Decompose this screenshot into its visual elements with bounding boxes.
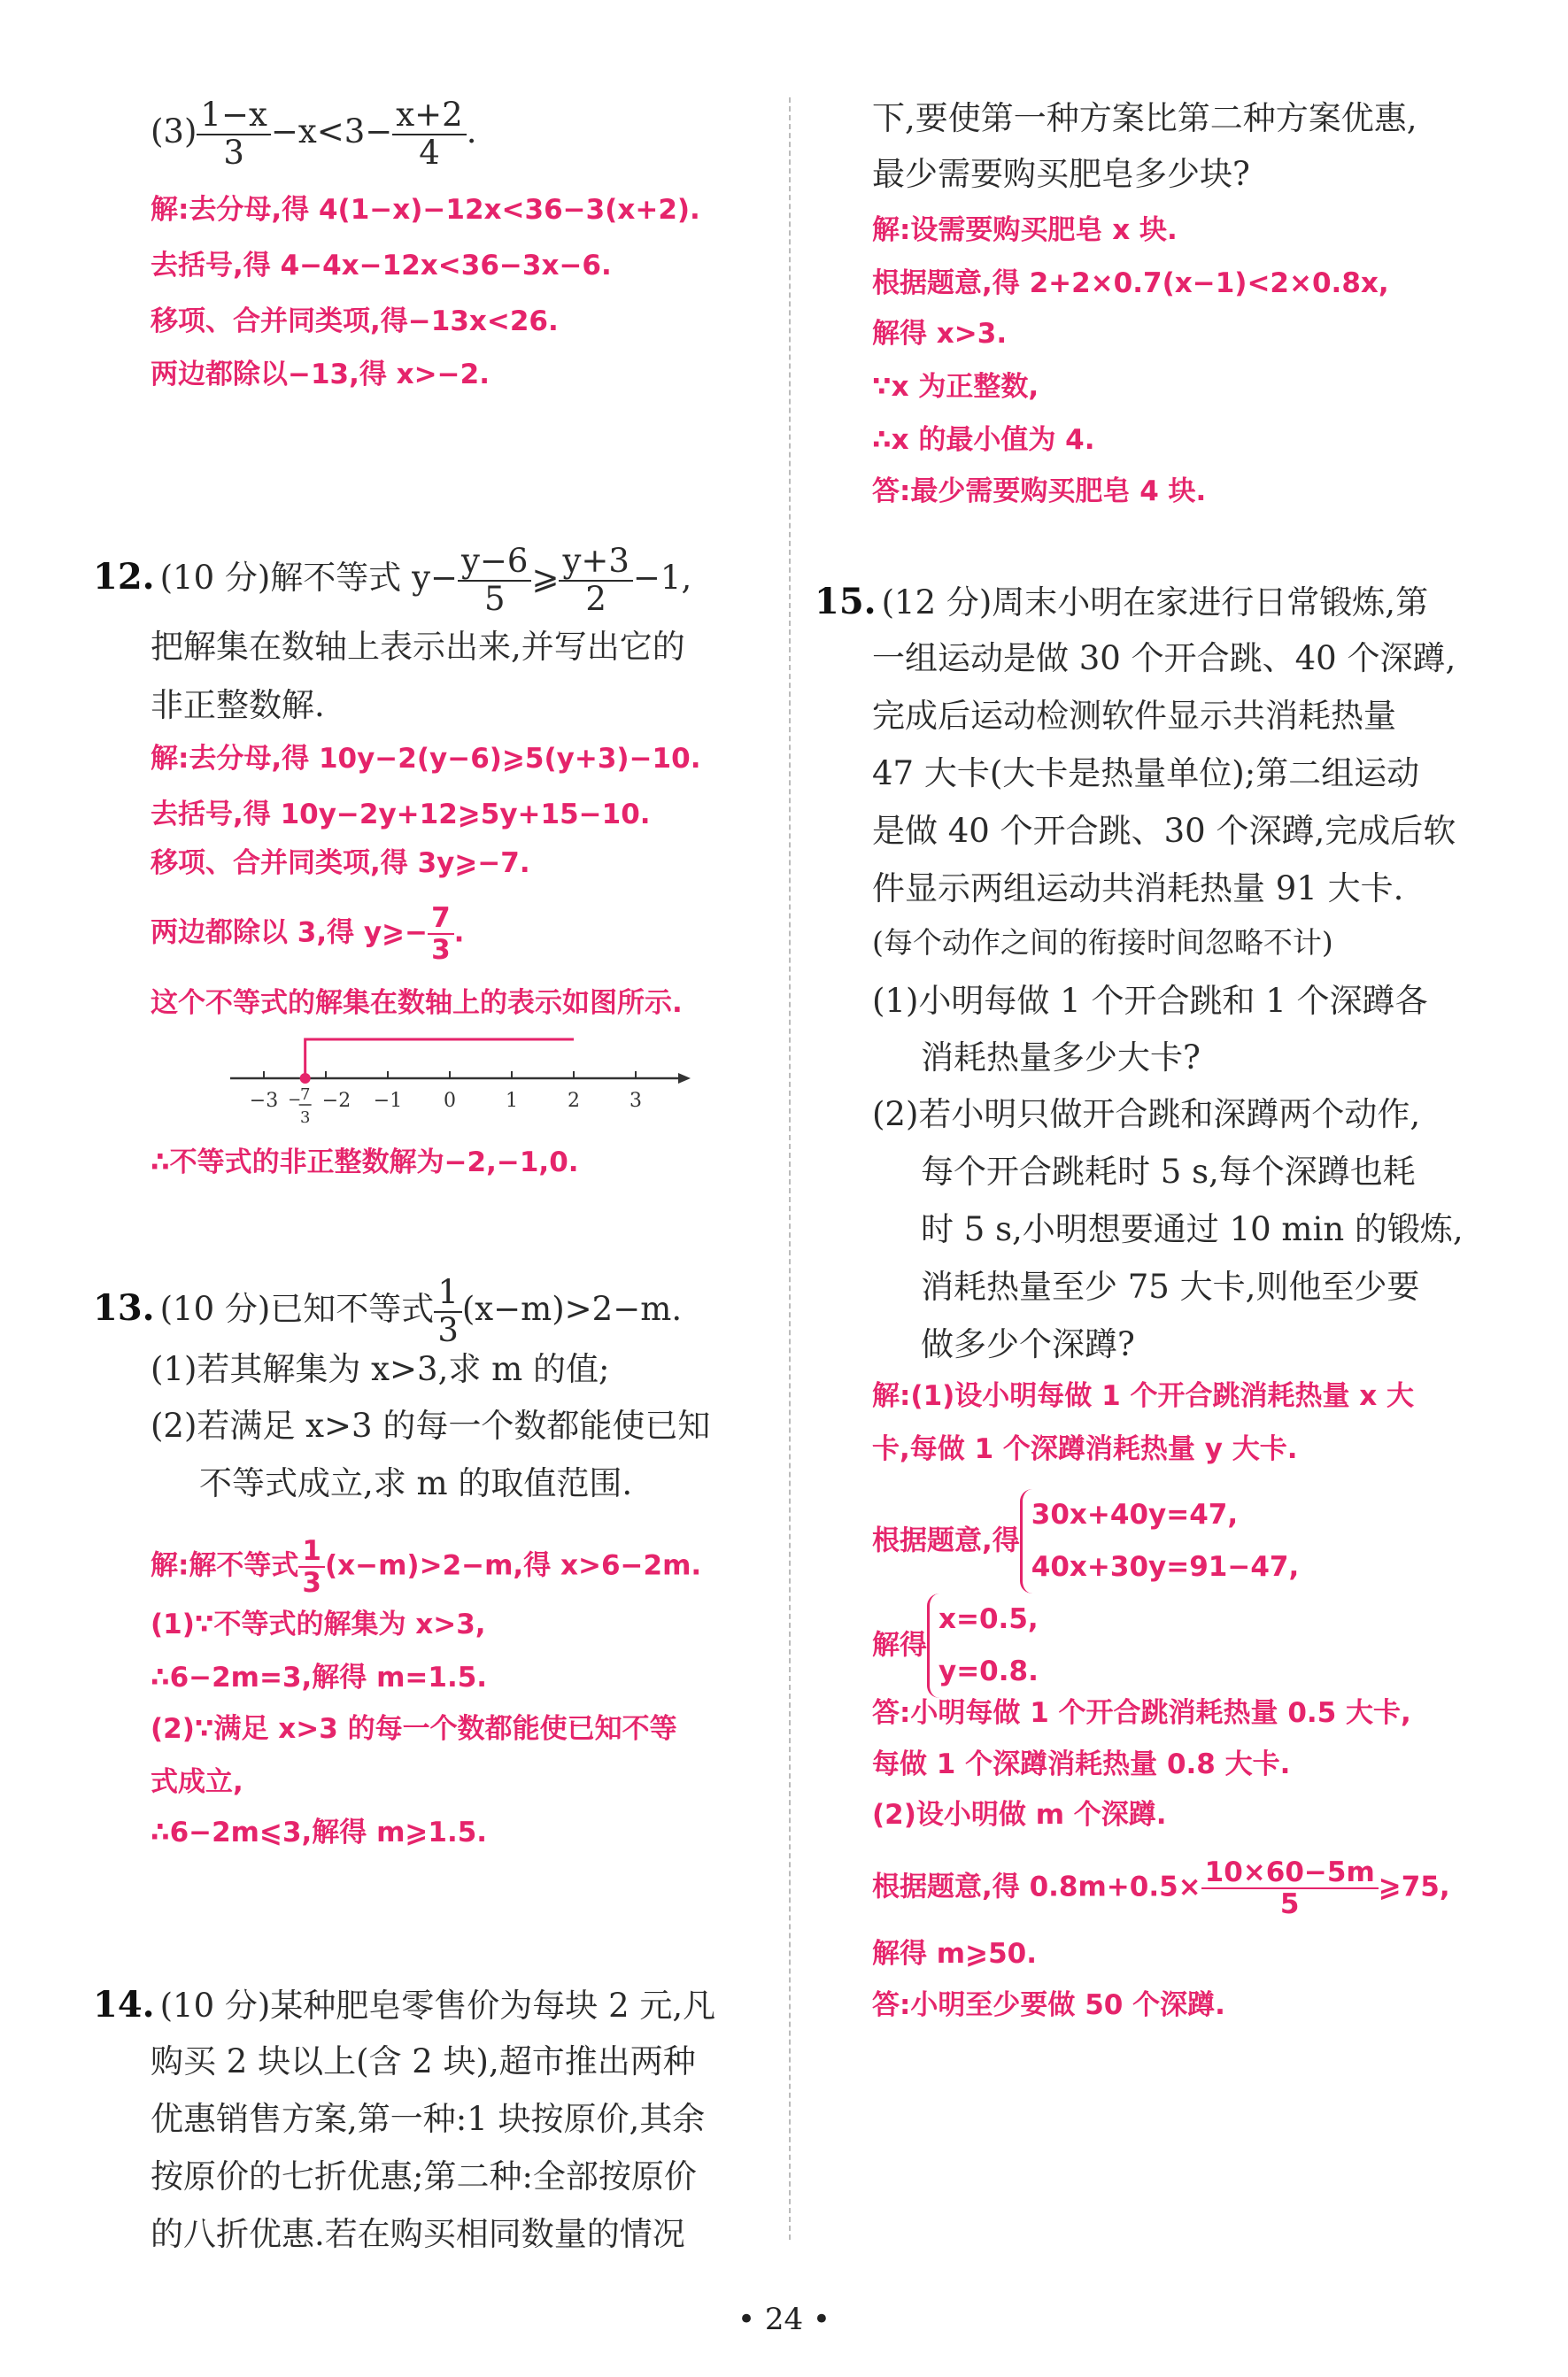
q11-answer-line: 两边都除以−13,得 x>−2. — [151, 359, 490, 390]
q13-stem-line3: (2)若满足 x>3 的每一个数都能使已知 — [151, 1407, 711, 1445]
q15-answer-line: (2)设小明做 m 个深蹲. — [872, 1799, 1167, 1831]
q13-answer-line: (2)∵满足 x>3 的每一个数都能使已知不等 — [151, 1713, 677, 1745]
q14-answer-line: ∵x 为正整数, — [872, 371, 1039, 403]
q15-answer-line: 解得 m⩾50. — [872, 1938, 1037, 1970]
solution-set-marker — [288, 1039, 574, 1127]
q15-stem-line: 时 5 s,小明想要通过 10 min 的锻炼, — [921, 1210, 1464, 1248]
q15-stem-line: (每个动作之间的衔接时间忽略不计) — [872, 925, 1333, 960]
tick-label: −3 — [249, 1090, 279, 1112]
q15-stem-line: 完成后运动检测软件显示共消耗热量 — [872, 697, 1396, 735]
question-number: 12. — [93, 556, 155, 598]
q14-answer-line: 解得 x>3. — [872, 318, 1008, 350]
q11-answer-line: 解:去分母,得 4(1−x)−12x<36−3(x+2). — [151, 194, 700, 226]
q15-stem-line: (2)若小明只做开合跳和深蹲两个动作, — [872, 1095, 1421, 1133]
q12-stem-line3: 非正整数解. — [151, 686, 325, 724]
q15-answer-line: 根据题意,得 0.8m+0.5× $\frac{10\times 60-5m}{5}$ ⩾75, — [872, 1856, 1450, 1921]
question-number: 13. — [93, 1287, 155, 1330]
q15-answer-line: 答:小明至少要做 50 个深蹲. — [872, 1989, 1225, 2021]
number-line — [212, 1027, 708, 1133]
q15-stem-line: 每个开合跳耗时 5 s,每个深蹲也耗 — [921, 1153, 1416, 1191]
q14-stem-line: 购买 2 块以上(含 2 块),超市推出两种 — [151, 2042, 696, 2080]
q12-answer-line: ∴不等式的非正整数解为−2,−1,0. — [151, 1146, 579, 1178]
q14-stem-line: 按原价的七折优惠;第二种:全部按原价 — [151, 2157, 697, 2196]
q12-stem-line2: 把解集在数轴上表示出来,并写出它的 — [151, 628, 685, 666]
marker-sign: − — [288, 1091, 302, 1109]
question-number: 14. — [93, 1984, 155, 2026]
tick-label: −1 — [373, 1090, 403, 1112]
marker-numerator: 7 — [299, 1085, 311, 1104]
q12-answer-line: 去括号,得 10y−2y+12⩾5y+15−10. — [151, 799, 651, 830]
q15-answer-line: 解:(1)设小明每做 1 个开合跳消耗热量 x 大 — [872, 1380, 1415, 1412]
q14-answer-line: ∴x 的最小值为 4. — [872, 424, 1095, 456]
q13-answer-line: ∴6−2m=3,解得 m=1.5. — [151, 1662, 488, 1694]
q15-answer-line: 答:小明每做 1 个开合跳消耗热量 0.5 大卡, — [872, 1697, 1411, 1729]
q15-stem-line: 一组运动是做 30 个开合跳、40 个深蹲, — [872, 639, 1456, 677]
solid-endpoint — [300, 1073, 311, 1084]
q11-answer-line: 去括号,得 4−4x−12x<36−3x−6. — [151, 250, 612, 282]
tick-label: 0 — [444, 1090, 456, 1112]
q12-answer-line: 两边都除以 3,得 y⩾− $\frac{7}{3}$ . — [151, 902, 465, 967]
number-line-arrow — [678, 1073, 691, 1084]
q15-answer-line: 解得 x=0.5, y=0.8. — [872, 1594, 1039, 1698]
q12-stem-line1: 12. (10 分)解不等式 y− $\frac{y-6}{5}$ ⩾ $\frac{y+3}{2}$ −1, — [93, 542, 692, 618]
q12-answer-line: 解:去分母,得 10y−2(y−6)⩾5(y+3)−10. — [151, 743, 701, 775]
q15-answer-line: 根据题意,得 30x+40y=47, 40x+30y=91−47, — [872, 1489, 1299, 1594]
q13-answer-line: 解:解不等式 $\frac{1}{3}$ (x−m)>2−m,得 x>6−2m. — [151, 1535, 702, 1600]
page-number: • 24 • — [738, 2302, 830, 2337]
q12-answer-line: 这个不等式的解集在数轴上的表示如图所示. — [151, 987, 683, 1019]
q14-stem-line: 下,要使第一种方案比第二种方案优惠, — [872, 99, 1417, 137]
tick-label: 3 — [630, 1090, 642, 1112]
solution-system: x=0.5, y=0.8. — [927, 1594, 1039, 1698]
q13-answer-line: 式成立, — [151, 1766, 243, 1798]
q13-answer-line: ∴6−2m⩽3,解得 m⩾1.5. — [151, 1817, 488, 1848]
tick-label: −2 — [321, 1090, 351, 1112]
q13-stem-line1: 13. (10 分)已知不等式 $\frac{1}{3}$ (x−m)>2−m. — [93, 1273, 683, 1349]
q15-stem-line: 做多少个深蹲? — [921, 1325, 1135, 1363]
q15-answer-line: 卡,每做 1 个深蹲消耗热量 y 大卡. — [872, 1433, 1298, 1465]
q14-stem-line: 最少需要购买肥皂多少块? — [872, 155, 1250, 193]
question-number: 15. — [815, 581, 877, 622]
q13-answer-line: (1)∵不等式的解集为 x>3, — [151, 1609, 486, 1640]
q11-3-stem: (3) $\frac{1-x}{3}$ −x<3− $\frac{x+2}{4}$ . — [151, 96, 477, 172]
q15-stem-line: 件显示两组运动共消耗热量 91 大卡. — [872, 869, 1404, 907]
solution-ray — [305, 1039, 574, 1078]
q15-stem-line1: 15. (12 分)周末小明在家进行日常锻炼,第 — [815, 581, 1429, 622]
q14-answer-line: 根据题意,得 2+2×0.7(x−1)<2×0.8x, — [872, 267, 1389, 299]
q11-answer-line: 移项、合并同类项,得−13x<26. — [151, 305, 559, 337]
q15-stem-line: 47 大卡(大卡是热量单位);第二组运动 — [872, 754, 1420, 792]
q15-answer-line: 每做 1 个深蹲消耗热量 0.8 大卡. — [872, 1748, 1291, 1780]
q13-stem-line2: (1)若其解集为 x>3,求 m 的值; — [151, 1350, 610, 1388]
q15-stem-line: (1)小明每做 1 个开合跳和 1 个深蹲各 — [872, 982, 1428, 1020]
q13-stem-line4: 不等式成立,求 m 的取值范围. — [199, 1464, 633, 1502]
q15-stem-line: 消耗热量至少 75 大卡,则他至少要 — [921, 1268, 1420, 1306]
q12-answer-line: 移项、合并同类项,得 3y⩾−7. — [151, 847, 530, 879]
q14-answer-line: 答:最少需要购买肥皂 4 块. — [872, 475, 1207, 507]
q14-stem-line1: 14. (10 分)某种肥皂零售价为每块 2 元,凡 — [93, 1984, 716, 2026]
equation-system: 30x+40y=47, 40x+30y=91−47, — [1020, 1489, 1299, 1594]
marker-denominator: 3 — [299, 1108, 311, 1127]
q14-stem-line: 的八折优惠.若在购买相同数量的情况 — [151, 2215, 685, 2253]
q15-stem-line: 是做 40 个开合跳、30 个深蹲,完成后软 — [872, 812, 1456, 850]
q15-stem-line: 消耗热量多少大卡? — [921, 1038, 1201, 1077]
q14-stem-line: 优惠销售方案,第一种:1 块按原价,其余 — [151, 2100, 706, 2138]
q14-answer-line: 解:设需要购买肥皂 x 块. — [872, 214, 1178, 246]
column-divider — [789, 97, 791, 2240]
tick-label: 1 — [506, 1090, 518, 1112]
tick-label: 2 — [568, 1090, 580, 1112]
